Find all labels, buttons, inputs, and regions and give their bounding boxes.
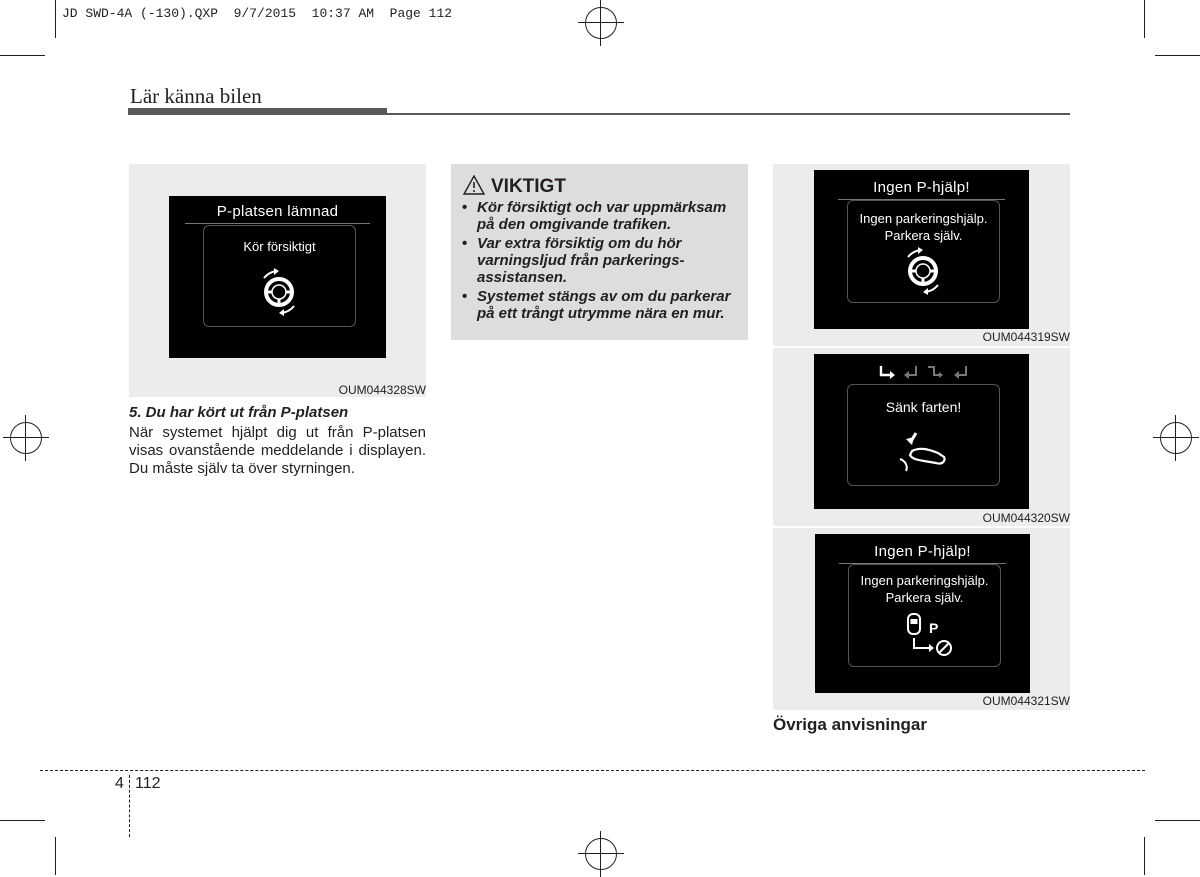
heading-other-instructions: Övriga anvisningar <box>773 715 927 734</box>
figure-code: OUM044320SW <box>982 511 1070 525</box>
footer-divider <box>129 775 130 837</box>
crop-mark <box>1155 820 1200 821</box>
arrow-return-icon <box>954 366 966 379</box>
screen-panel <box>847 384 1000 486</box>
screen-panel <box>848 564 1001 667</box>
figure-code: OUM044321SW <box>982 694 1070 708</box>
screen-line: Parkera själv. <box>885 590 964 605</box>
footer-rule <box>40 770 1145 771</box>
warning-list <box>459 199 741 324</box>
warning-item: • Systemet stängs av om du parkerar på ett trångt utrymme nära en mur. <box>459 288 741 322</box>
print-slug: JD SWD-4A (-130).QXP 9/7/2015 10:37 AM Page 112 <box>62 6 453 21</box>
screen-divider <box>185 223 370 224</box>
page-number: 112 <box>135 775 161 792</box>
cluster-display <box>169 196 386 358</box>
arrow-return-icon <box>904 366 916 379</box>
cluster-display <box>814 354 1029 509</box>
figure-code: OUM044328SW <box>338 383 426 397</box>
chapter-number: 4 <box>115 775 124 792</box>
parking-p-label: P <box>929 620 939 636</box>
header-rule <box>387 113 1070 115</box>
screen-panel <box>847 200 1000 303</box>
crop-mark <box>0 55 45 56</box>
warning-item: • Kör försiktigt och var uppmärksam på den omgivande trafiken. <box>459 199 741 233</box>
arrow-turn-icon <box>928 367 943 378</box>
arrow-right-icon <box>881 366 895 379</box>
figure-code: OUM044319SW <box>982 330 1070 344</box>
figure-slow-down <box>773 348 1070 526</box>
screen-title: Ingen P-hjälp! <box>873 179 970 196</box>
crop-mark <box>55 837 56 875</box>
steering-wheel-icon <box>252 268 306 316</box>
cluster-display <box>815 534 1030 693</box>
header-rule <box>128 108 387 115</box>
body-paragraph: När systemet hjälpt dig ut från P-platsen visas ovanstående meddelande i displayen. Du måste själv ta över styrningen. <box>129 424 426 477</box>
screen-title: P-platsen lämnad <box>216 203 339 220</box>
foot-brake-icon <box>898 429 950 473</box>
subheading: 5. Du har kört ut från P-platsen <box>129 404 349 421</box>
crop-mark <box>0 820 45 821</box>
registration-mark <box>1160 422 1192 454</box>
screen-line: Parkera själv. <box>884 228 963 243</box>
screen-message: Kör försiktigt <box>243 239 316 254</box>
warning-box <box>451 164 748 340</box>
cluster-display <box>814 170 1029 329</box>
figure-no-p-assist-2 <box>773 528 1070 710</box>
registration-mark <box>585 838 617 870</box>
screen-line: Ingen parkeringshjälp. <box>859 211 988 226</box>
crop-mark <box>1155 55 1200 56</box>
warning-item: • Var extra försiktig om du hör varningsljud från parkerings- assistansen. <box>459 235 741 286</box>
section-title: Lär känna bilen <box>130 84 262 108</box>
registration-mark <box>585 7 617 39</box>
screen-line: Ingen parkeringshjälp. <box>860 573 989 588</box>
parking-steps-indicator <box>878 364 970 380</box>
screen-panel <box>203 225 356 327</box>
warning-triangle-icon <box>463 175 485 195</box>
screen-title: Ingen P-hjälp! <box>874 543 971 560</box>
crop-mark <box>1144 837 1145 875</box>
figure-no-p-assist-1 <box>773 164 1070 346</box>
screen-message: Sänk farten! <box>885 399 962 415</box>
warning-title: VIKTIGT <box>491 176 566 197</box>
crop-mark <box>1144 0 1145 38</box>
figure-p-spot-left <box>129 164 426 397</box>
crop-mark <box>55 0 56 38</box>
registration-mark <box>10 422 42 454</box>
steering-wheel-icon <box>896 247 950 295</box>
